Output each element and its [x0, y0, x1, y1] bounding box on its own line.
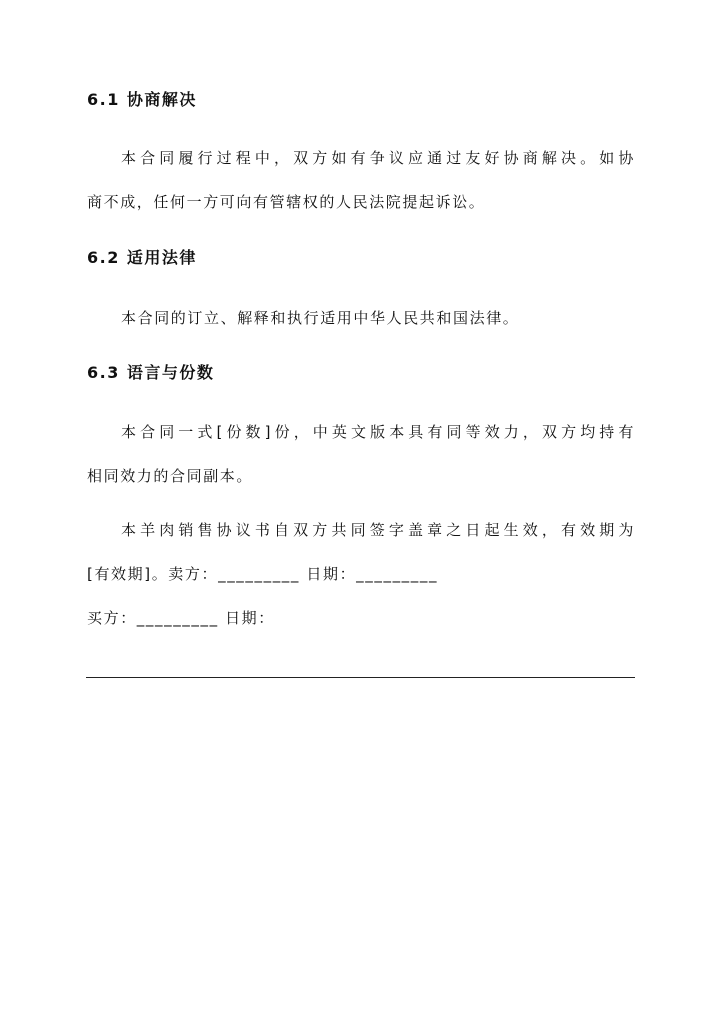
closing-paragraph	[87, 508, 635, 596]
section-6-1-paragraph	[87, 136, 635, 224]
section-6-3-line-1: 本合同一式[份数]份，中英文版本具有同等效力，双方均持有	[121, 423, 635, 441]
section-6-3-paragraph	[87, 410, 635, 498]
section-6-3-line-2: 相同效力的合同副本。	[87, 467, 254, 485]
section-heading-6-2: 6.2 适用法律	[87, 248, 197, 267]
closing-line-1: 本羊肉销售协议书自双方共同签字盖章之日起生效，有效期为	[121, 521, 635, 539]
section-6-1-line-1: 本合同履行过程中，双方如有争议应通过友好协商解决。如协	[121, 149, 635, 167]
horizontal-rule	[86, 677, 635, 678]
section-6-1-line-2: 商不成，任何一方可向有管辖权的人民法院提起诉讼。	[87, 193, 486, 211]
buyer-signature-line: 买方：_________ 日期：	[87, 609, 275, 627]
seller-signature-line: [有效期]。卖方：_________ 日期：_________	[87, 565, 439, 583]
section-heading-6-1: 6.1 协商解决	[87, 90, 197, 109]
section-heading-6-3: 6.3 语言与份数	[87, 363, 215, 382]
section-6-2-paragraph: 本合同的订立、解释和执行适用中华人民共和国法律。	[121, 309, 520, 327]
